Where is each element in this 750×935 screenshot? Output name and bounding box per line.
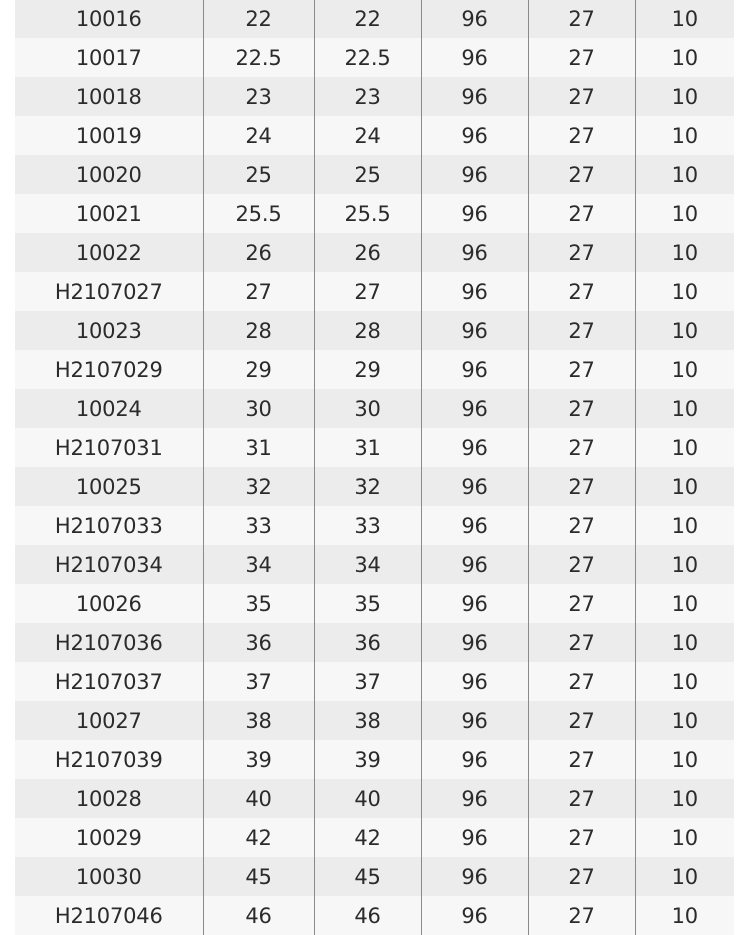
table-cell: 23 (314, 77, 421, 116)
table-cell: 22.5 (314, 38, 421, 77)
table-cell: H2107031 (15, 428, 203, 467)
table-cell: 10 (635, 428, 734, 467)
table-cell: 10024 (15, 389, 203, 428)
table-cell: 30 (203, 389, 314, 428)
table-cell: 24 (314, 116, 421, 155)
table-cell: 39 (203, 740, 314, 779)
table-cell: 10 (635, 272, 734, 311)
table-cell: 27 (528, 506, 635, 545)
table-cell: 96 (421, 428, 528, 467)
table-cell: 10 (635, 506, 734, 545)
table-row (15, 116, 734, 155)
table-row (15, 194, 734, 233)
table-cell: 27 (528, 38, 635, 77)
table-cell: 96 (421, 545, 528, 584)
table-cell: 26 (203, 233, 314, 272)
table-cell: 38 (314, 701, 421, 740)
table-cell: 27 (528, 701, 635, 740)
table-cell: 29 (203, 350, 314, 389)
table-row (15, 740, 734, 779)
table-cell: 10 (635, 389, 734, 428)
table-cell: 37 (203, 662, 314, 701)
table-cell: 96 (421, 0, 528, 38)
table-row (15, 428, 734, 467)
table-row (15, 857, 734, 896)
table-cell: 10 (635, 623, 734, 662)
table-cell: 96 (421, 272, 528, 311)
table-cell: 27 (528, 350, 635, 389)
table-row (15, 272, 734, 311)
table-cell: 96 (421, 311, 528, 350)
table-cell: 25.5 (314, 194, 421, 233)
table-cell: 27 (528, 857, 635, 896)
table-cell: 10 (635, 896, 734, 935)
table-row (15, 311, 734, 350)
table-cell: 10 (635, 662, 734, 701)
table-cell: 27 (528, 779, 635, 818)
table-cell: 10 (635, 740, 734, 779)
table-cell: 27 (528, 233, 635, 272)
table-row (15, 467, 734, 506)
table-cell: 22 (314, 0, 421, 38)
table-row (15, 779, 734, 818)
spec-table-container (15, 0, 734, 935)
table-cell: 96 (421, 155, 528, 194)
table-cell: 30 (314, 389, 421, 428)
table-cell: 10 (635, 857, 734, 896)
table-cell: H2107037 (15, 662, 203, 701)
table-cell: 96 (421, 584, 528, 623)
table-cell: 27 (528, 311, 635, 350)
table-cell: 10 (635, 0, 734, 38)
table-row (15, 701, 734, 740)
table-cell: 10 (635, 38, 734, 77)
table-row (15, 896, 734, 935)
table-cell: 39 (314, 740, 421, 779)
table-cell: 42 (314, 818, 421, 857)
table-row (15, 0, 734, 38)
table-row (15, 662, 734, 701)
table-cell: H2107027 (15, 272, 203, 311)
table-cell: 27 (528, 194, 635, 233)
table-cell: 10 (635, 155, 734, 194)
table-cell: H2107046 (15, 896, 203, 935)
table-row (15, 584, 734, 623)
table-row (15, 623, 734, 662)
table-cell: 31 (203, 428, 314, 467)
table-cell: 10029 (15, 818, 203, 857)
table-cell: 32 (314, 467, 421, 506)
table-cell: 10016 (15, 0, 203, 38)
table-cell: 27 (528, 818, 635, 857)
table-cell: 37 (314, 662, 421, 701)
table-cell: 46 (203, 896, 314, 935)
table-cell: 27 (528, 896, 635, 935)
table-cell: 10 (635, 311, 734, 350)
table-cell: 10028 (15, 779, 203, 818)
table-cell: 22 (203, 0, 314, 38)
table-cell: 46 (314, 896, 421, 935)
table-cell: 10 (635, 584, 734, 623)
table-cell: 33 (314, 506, 421, 545)
table-cell: H2107029 (15, 350, 203, 389)
table-cell: 27 (528, 623, 635, 662)
table-cell: 10022 (15, 233, 203, 272)
table-cell: 10017 (15, 38, 203, 77)
table-cell: 96 (421, 779, 528, 818)
table-cell: 45 (314, 857, 421, 896)
table-cell: 27 (528, 584, 635, 623)
table-cell: 10030 (15, 857, 203, 896)
table-cell: 36 (203, 623, 314, 662)
table-row (15, 506, 734, 545)
table-cell: 96 (421, 662, 528, 701)
table-cell: 10020 (15, 155, 203, 194)
table-cell: 96 (421, 116, 528, 155)
table-cell: 28 (203, 311, 314, 350)
table-row (15, 818, 734, 857)
table-cell: 34 (314, 545, 421, 584)
table-cell: 27 (528, 77, 635, 116)
table-cell: 96 (421, 818, 528, 857)
table-row (15, 350, 734, 389)
table-cell: 10027 (15, 701, 203, 740)
table-cell: 96 (421, 194, 528, 233)
spec-table-body (15, 0, 734, 935)
table-cell: 27 (528, 116, 635, 155)
table-cell: 96 (421, 77, 528, 116)
table-cell: 32 (203, 467, 314, 506)
table-cell: 35 (314, 584, 421, 623)
table-cell: 27 (203, 272, 314, 311)
table-cell: 10 (635, 467, 734, 506)
table-cell: 10 (635, 233, 734, 272)
table-cell: 26 (314, 233, 421, 272)
table-cell: 34 (203, 545, 314, 584)
table-cell: 42 (203, 818, 314, 857)
table-cell: 10026 (15, 584, 203, 623)
table-cell: 27 (528, 272, 635, 311)
table-cell: H2107039 (15, 740, 203, 779)
table-cell: 10018 (15, 77, 203, 116)
table-cell: 31 (314, 428, 421, 467)
table-cell: 96 (421, 38, 528, 77)
table-cell: 25 (203, 155, 314, 194)
table-cell: 10 (635, 350, 734, 389)
table-cell: 10 (635, 77, 734, 116)
table-cell: 38 (203, 701, 314, 740)
table-cell: 10 (635, 194, 734, 233)
table-row (15, 233, 734, 272)
table-cell: 96 (421, 389, 528, 428)
table-cell: 27 (528, 389, 635, 428)
table-cell: 10 (635, 701, 734, 740)
table-cell: 25.5 (203, 194, 314, 233)
table-cell: 10021 (15, 194, 203, 233)
table-cell: 10019 (15, 116, 203, 155)
table-cell: 96 (421, 857, 528, 896)
table-cell: 96 (421, 467, 528, 506)
table-cell: H2107034 (15, 545, 203, 584)
table-cell: 96 (421, 623, 528, 662)
table-cell: 25 (314, 155, 421, 194)
table-cell: 96 (421, 506, 528, 545)
table-cell: 27 (528, 662, 635, 701)
table-cell: 10025 (15, 467, 203, 506)
table-cell: 22.5 (203, 38, 314, 77)
table-cell: 96 (421, 740, 528, 779)
table-cell: 96 (421, 896, 528, 935)
table-cell: 40 (203, 779, 314, 818)
table-cell: H2107033 (15, 506, 203, 545)
table-cell: 40 (314, 779, 421, 818)
table-cell: 96 (421, 233, 528, 272)
table-cell: 10 (635, 116, 734, 155)
table-cell: 10 (635, 545, 734, 584)
table-cell: 23 (203, 77, 314, 116)
table-cell: 45 (203, 857, 314, 896)
table-cell: 10 (635, 818, 734, 857)
table-row (15, 155, 734, 194)
table-cell: 33 (203, 506, 314, 545)
spec-table (15, 0, 734, 935)
table-cell: 29 (314, 350, 421, 389)
table-cell: 27 (528, 428, 635, 467)
table-cell: 10 (635, 779, 734, 818)
table-cell: 27 (528, 467, 635, 506)
table-cell: 27 (528, 0, 635, 38)
table-cell: H2107036 (15, 623, 203, 662)
table-row (15, 389, 734, 428)
table-row (15, 77, 734, 116)
table-cell: 96 (421, 701, 528, 740)
table-cell: 28 (314, 311, 421, 350)
table-row (15, 545, 734, 584)
table-cell: 27 (528, 545, 635, 584)
table-cell: 24 (203, 116, 314, 155)
table-cell: 35 (203, 584, 314, 623)
table-cell: 27 (528, 740, 635, 779)
table-cell: 36 (314, 623, 421, 662)
table-cell: 96 (421, 350, 528, 389)
table-row (15, 38, 734, 77)
table-cell: 27 (314, 272, 421, 311)
table-cell: 10023 (15, 311, 203, 350)
table-cell: 27 (528, 155, 635, 194)
